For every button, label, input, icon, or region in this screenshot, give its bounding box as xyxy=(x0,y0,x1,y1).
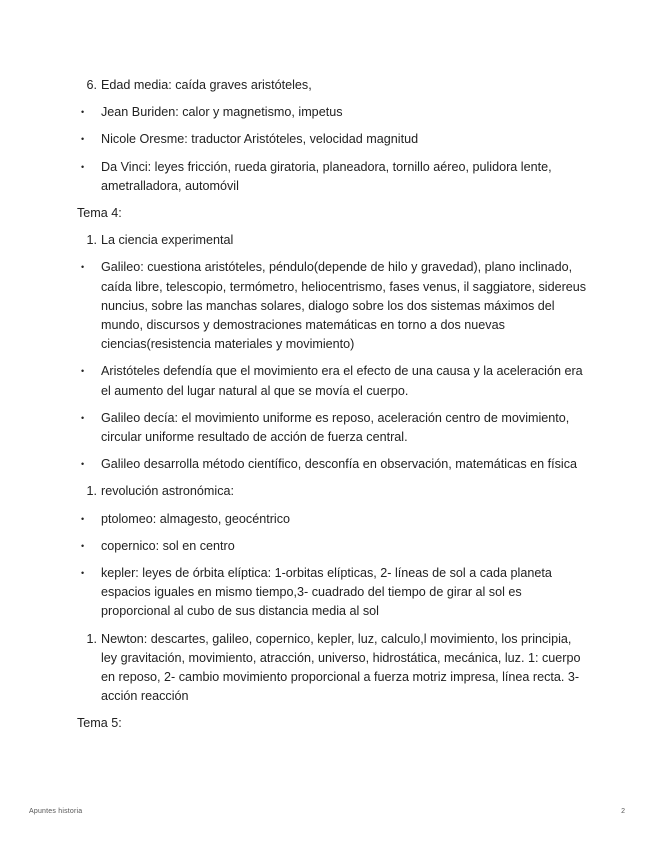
list-item-text: copernico: sol en centro xyxy=(101,538,235,553)
list-number: 1. xyxy=(86,631,97,646)
list-item xyxy=(77,630,587,707)
bullet-marker: • xyxy=(81,513,85,524)
bullet-marker: • xyxy=(81,366,85,377)
bullet-marker: • xyxy=(81,134,85,145)
list-item-text: Newton: descartes, galileo, copernico, kepler, luz, calculo,l movimiento, los principia, ley gravitación, movimiento, atracción, universo, hidrostática, mecánica, luz. 1: cuerpo en reposo, 2- cambio movimiento proporcional a fuerza motriz impresa, línea recta. 3- acción reacción xyxy=(101,631,581,704)
bullet-marker: • xyxy=(81,459,85,470)
list-item xyxy=(77,409,587,447)
list-item-text: Galileo decía: el movimiento uniforme es reposo, aceleración centro de movimiento, circular uniforme resultado de acción de fuerza central. xyxy=(101,410,570,445)
section-heading: Tema 4: xyxy=(77,206,122,221)
list-item xyxy=(77,564,587,622)
list-item xyxy=(77,231,587,250)
list-item xyxy=(77,455,587,474)
list-item-text: Edad media: caída graves aristóteles, xyxy=(101,78,312,92)
document-body xyxy=(77,76,587,742)
section-heading: Tema 5: xyxy=(77,716,122,731)
list-item-text: Nicole Oresme: traductor Aristóteles, velocidad magnitud xyxy=(101,132,419,147)
list-item xyxy=(77,362,587,400)
list-item-text: Jean Buriden: calor y magnetismo, impetus xyxy=(101,105,343,120)
list-item xyxy=(77,510,587,529)
list-item xyxy=(77,130,587,149)
list-number: 1. xyxy=(86,233,97,248)
list-item-text: ptolomeo: almagesto, geocéntrico xyxy=(101,511,291,526)
list-item-text: Da Vinci: leyes fricción, rueda giratoria, planeadora, tornillo aéreo, pulidora lente, ametralladora, automóvil xyxy=(101,159,552,193)
list-item-text: revolución astronómica: xyxy=(101,484,234,499)
list-item-text: kepler: leyes de órbita elíptica: 1-orbitas elípticas, 2- líneas de sol a cada planeta espacios iguales en mismo tiempo,3- cuadrado del tiempo de girar al sol es proporcional al cubo de sus distancia media al sol xyxy=(101,566,552,619)
list-item xyxy=(77,258,587,354)
bullet-marker: • xyxy=(81,412,85,423)
list-item xyxy=(77,76,587,95)
list-item-text: Galileo: cuestiona aristóteles, péndulo(depende de hilo y gravedad), plano inclinado, caída libre, telescopio, termómetro, heliocentrismo, fases venus, il saggiatore, sidereus nuncius, sobre las manchas solares, dialogo sobre los dos sistemas máximos del mundo, discursos y demostraciones matemáticas en torno a dos nuevas ciencias(resistencia materiales y movimiento) xyxy=(101,260,587,352)
list-item-text: Galileo desarrolla método científico, desconfía en observación, matemáticas en física xyxy=(101,457,578,472)
list-item xyxy=(77,482,587,501)
list-item xyxy=(77,103,587,122)
bullet-marker: • xyxy=(81,262,85,273)
list-item xyxy=(77,537,587,556)
footer-document-title: Apuntes historia xyxy=(29,808,83,815)
bullet-marker: • xyxy=(81,107,85,118)
list-item-text: Aristóteles defendía que el movimiento era el efecto de una causa y la aceleración era el aumento del lugar natural al que se movía el cuerpo. xyxy=(101,364,583,398)
list-number: 1. xyxy=(86,484,97,499)
list-number: 6. xyxy=(86,78,97,92)
bullet-marker: • xyxy=(81,568,85,579)
footer-page-number: 2 xyxy=(621,808,625,815)
list-item xyxy=(77,158,587,196)
bullet-marker: • xyxy=(81,161,85,172)
list-item-text: La ciencia experimental xyxy=(101,233,234,248)
bullet-marker: • xyxy=(81,540,85,551)
